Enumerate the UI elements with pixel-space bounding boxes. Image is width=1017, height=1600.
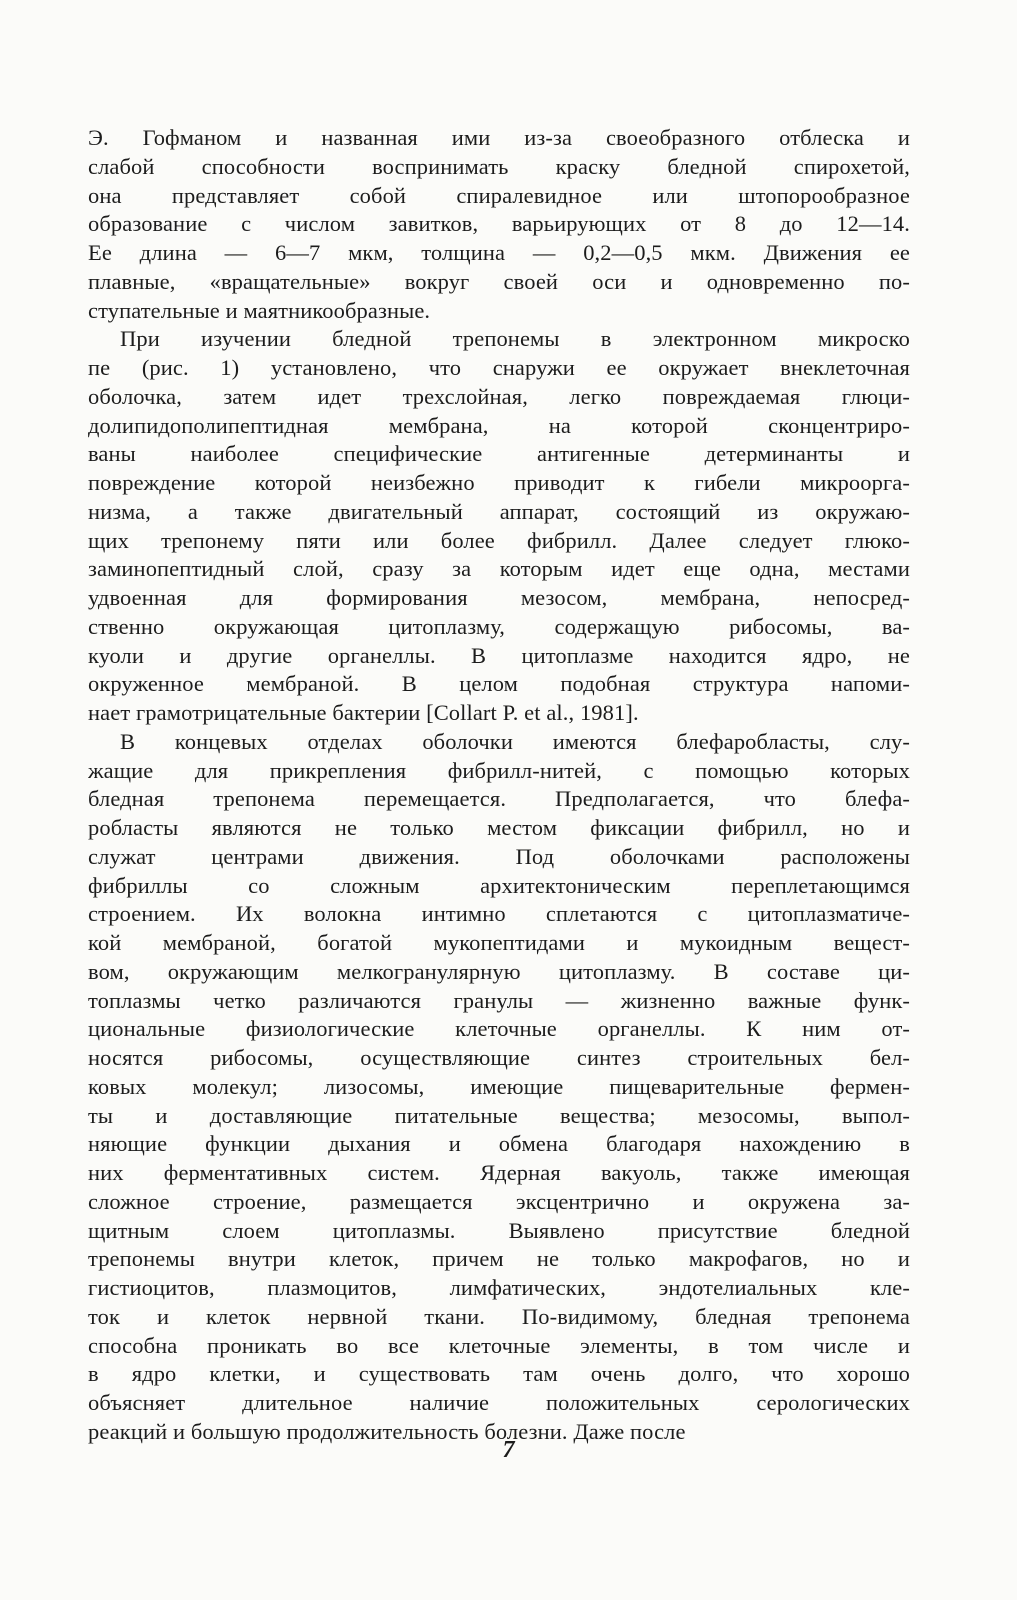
text-line: слабой способности воспринимать краску бледной спирохетой, <box>88 153 910 179</box>
text-line: оболочка, затем идет трехслойная, легко повреждаемая глюци- <box>88 383 910 409</box>
text-line: ственно окружающая цитоплазму, содержащую рибосомы, ва- <box>88 613 910 639</box>
text-line: трепонемы внутри клеток, причем не только макрофагов, но и <box>88 1246 910 1272</box>
text-line: кой мембраной, богатой мукопептидами и мукоидным вещест- <box>88 930 910 955</box>
body-text <box>88 124 910 1447</box>
text-line: повреждение которой неизбежно приводит к гибели микроорга- <box>88 470 910 495</box>
text-line: Ее длина — 6—7 мкм, толщина — 0,2—0,5 мкм. Движения ее <box>88 240 910 265</box>
text-line: она представляет собой спиралевидное или штопорообразное <box>88 182 910 208</box>
text-line: образование с числом завитков, варьирующих от 8 до 12—14. <box>88 211 910 237</box>
text-line: ступательные и маятникообразные. <box>88 297 431 323</box>
text-line: низма, а также двигательный аппарат, состоящий из окружаю- <box>88 498 910 524</box>
text-line: щитным слоем цитоплазмы. Выявлено присутствие бледной <box>88 1217 910 1243</box>
text-line: няющие функции дыхания и обмена благодаря нахождению в <box>88 1131 910 1157</box>
text-line: окруженное мембраной. В целом подобная структура напоми- <box>88 671 910 697</box>
text-line: объясняет длительное наличие положительных серологических <box>88 1390 910 1415</box>
text-line: щих трепонему пяти или более фибрилл. Далее следует глюко- <box>88 527 910 553</box>
paragraph <box>88 124 910 325</box>
text-line: В концевых отделах оболочки имеются блефаробласты, слу- <box>120 728 910 754</box>
text-line: куоли и другие органеллы. В цитоплазме находится ядро, не <box>88 642 910 668</box>
text-line: способна проникать во все клеточные элементы, в том числе и <box>88 1332 910 1358</box>
text-line: При изучении бледной трепонемы в электронном микроско <box>120 326 910 352</box>
text-line: нает грамотрицательные бактерии [Collart P. et al., 1981]. <box>88 700 639 725</box>
text-line: циональные физиологические клеточные органеллы. К ним от- <box>88 1016 910 1042</box>
text-line: бледная трепонема перемещается. Предполагается, что блефа- <box>88 786 910 812</box>
text-line: строением. Их волокна интимно сплетаются с цитоплазматиче- <box>88 901 910 927</box>
text-line: долипидополипептидная мембрана, на которой сконцентриро- <box>88 412 910 438</box>
page-number: 7 <box>502 1437 515 1463</box>
text-line: ток и клеток нервной ткани. По-видимому, бледная трепонема <box>88 1303 910 1329</box>
text-line: ваны наиболее специфические антигенные детерминанты и <box>88 441 910 467</box>
text-line: носятся рибосомы, осуществляющие синтез строительных бел- <box>88 1045 910 1070</box>
text-line: жащие для прикрепления фибрилл-нитей, с помощью которых <box>88 757 910 783</box>
text-line: реакций и большую продолжительность болезни. Даже после <box>88 1418 686 1444</box>
text-line: фибриллы со сложным архитектоническим переплетающимся <box>88 872 910 898</box>
text-line: служат центрами движения. Под оболочками расположены <box>88 843 910 869</box>
text-line: в ядро клетки, и существовать там очень долго, что хорошо <box>88 1361 910 1387</box>
text-line: ковых молекул; лизосомы, имеющие пищеварительные фермен- <box>88 1073 910 1099</box>
text-line: топлазмы четко различаются гранулы — жизненно важные функ- <box>88 987 910 1013</box>
paragraph <box>88 728 910 1447</box>
text-line: робласты являются не только местом фиксации фибрилл, но и <box>88 815 910 840</box>
paragraph <box>88 325 910 728</box>
text-line: сложное строение, размещается эксцентрично и окружена за- <box>88 1188 910 1214</box>
text-line: них ферментативных систем. Ядерная вакуоль, также имеющая <box>88 1160 910 1185</box>
text-line: вом, окружающим мелкогранулярную цитоплазму. В составе ци- <box>88 958 910 984</box>
text-line: Э. Гофманом и названная ими из-за своеобразного отблеска и <box>88 125 910 150</box>
text-line: заминопептидный слой, сразу за которым идет еще одна, местами <box>88 556 910 582</box>
text-line: ты и доставляющие питательные вещества; мезосомы, выпол- <box>88 1102 910 1128</box>
text-line: пе (рис. 1) установлено, что снаружи ее окружает внеклеточная <box>88 355 910 380</box>
text-line: удвоенная для формирования мезосом, мембрана, непосред- <box>88 585 910 610</box>
text-line: плавные, «вращательные» вокруг своей оси и одновременно по- <box>88 268 910 294</box>
text-line: гистиоцитов, плазмоцитов, лимфатических, эндотелиальных кле- <box>88 1275 910 1300</box>
